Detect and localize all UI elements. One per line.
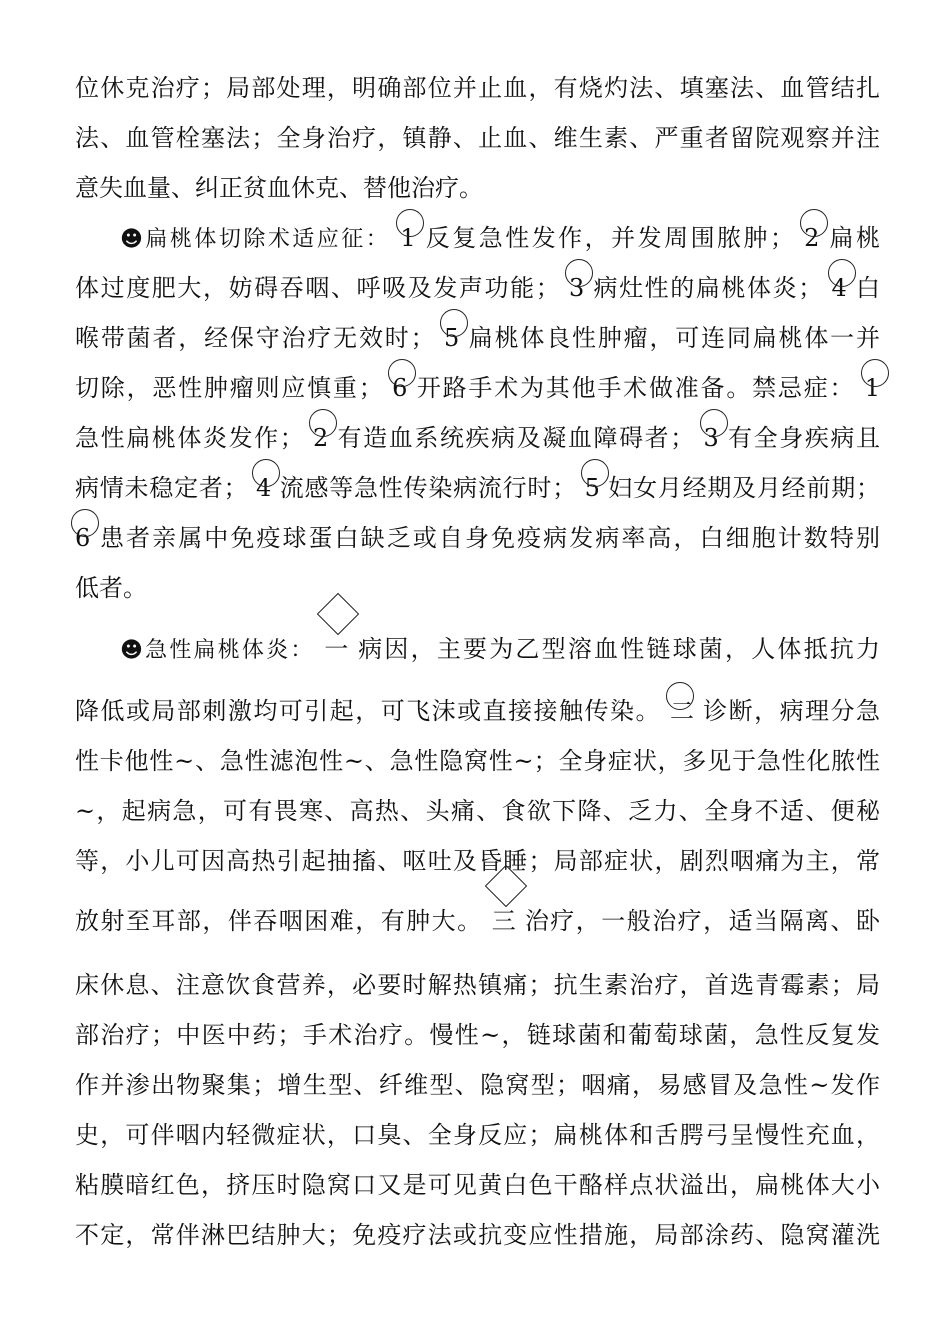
- text-run: 白: [856, 274, 881, 302]
- circled-number-marker: 5: [585, 468, 600, 508]
- text-line: [75, 418, 880, 458]
- text-line: [75, 268, 880, 308]
- text-line: 等，小儿可因高热引起抽搐、呕吐及昏睡；局部症状，剧烈咽痛为主，常: [75, 847, 880, 875]
- text-run: 治疗，一般治疗，适当隔离、卧: [524, 907, 880, 935]
- text-run: 病因，主要为乙型溶血性链球菌，人体抵抗力: [358, 635, 881, 663]
- circled-number-marker: 6: [392, 368, 407, 408]
- text-run: 有全身疾病且: [728, 424, 881, 452]
- text-line: [120, 629, 880, 669]
- text-run: 降低或局部刺激均可引起，可飞沫或直接接触传染。: [75, 697, 661, 725]
- text-line: 作并渗出物聚集；增生型、纤维型、隐窝型；咽痛，易感冒及急性~发作: [75, 1071, 880, 1099]
- text-run: 患者亲属中免疫球蛋白缺乏或自身免疫病发病率高，白细胞计数特别: [99, 524, 880, 552]
- text-line: 位休克治疗；局部处理，明确部位并止血，有烧灼法、填塞法、血管结扎: [75, 74, 880, 102]
- text-run: 病情未稳定者；: [75, 474, 248, 502]
- text-line: 性卡他性~、急性滤泡性~、急性隐窝性~；全身症状，多见于急性化脓性: [75, 747, 880, 775]
- text-line: 部治疗；中医中药；手术治疗。慢性~，链球菌和葡萄球菌，急性反复发: [75, 1021, 880, 1049]
- bullet-text: ☻急性扁桃体炎：: [120, 638, 315, 663]
- text-line: [120, 218, 880, 258]
- circled-number-marker: 4: [832, 268, 847, 308]
- circled-number-marker: 2: [804, 218, 819, 258]
- text-run: 扁桃体良性肿瘤，可连同扁桃体一并: [468, 324, 880, 352]
- text-run: 诊断，病理分急: [703, 697, 880, 725]
- text-line: 床休息、注意饮食营养，必要时解热镇痛；抗生素治疗，首选青霉素；局: [75, 971, 880, 999]
- text-run: 反复急性发作，并发周围脓肿；: [425, 224, 795, 252]
- circled-number-marker: 5: [444, 318, 459, 358]
- circled-number-marker: 3: [704, 418, 719, 458]
- text-line: 不定，常伴淋巴结肿大；免疫疗法或抗变应性措施，局部涂药、隐窝灌洗: [75, 1221, 880, 1249]
- text-line: [75, 318, 880, 358]
- text-run: 切除，恶性肿瘤则应慎重；: [75, 374, 383, 402]
- text-line: 史，可伴咽内轻微症状，口臭、全身反应；扁桃体和舌腭弓呈慢性充血，: [75, 1121, 880, 1149]
- text-line: 粘膜暗红色，挤压时隐窝口又是可见黄白色干酪样点状溢出，扁桃体大小: [75, 1171, 880, 1199]
- text-line: ~，起病急，可有畏寒、高热、头痛、食欲下降、乏力、全身不适、便秘: [75, 797, 880, 825]
- text-run: 病灶性的扁桃体炎；: [593, 274, 823, 302]
- diamond-number-marker: 一: [324, 629, 348, 669]
- text-run: 流感等急性传染病流行时；: [279, 474, 577, 502]
- text-line: [75, 518, 880, 558]
- text-run: 扁桃: [829, 224, 881, 252]
- circled-number-marker: 6: [75, 518, 90, 558]
- text-line: 法、血管栓塞法；全身治疗，镇静、止血、维生素、严重者留院观察并注: [75, 124, 880, 152]
- circled-number-marker: 1: [400, 218, 415, 258]
- text-line: [75, 368, 880, 408]
- bullet-text: ☻扁桃体切除术适应征：: [120, 227, 391, 252]
- text-run: 喉带菌者，经保守治疗无效时；: [75, 324, 435, 352]
- text-run: 开路手术为其他手术做准备。禁忌症：: [416, 374, 856, 402]
- text-run: 体过度肥大，妨碍吞咽、呼吸及发声功能；: [75, 274, 560, 302]
- text-line: [75, 468, 880, 508]
- text-run: 放射至耳部，伴吞咽困难，有肿大。: [75, 907, 483, 935]
- text-run: 急性扁桃体炎发作；: [75, 424, 304, 452]
- circled-number-marker: 3: [569, 268, 584, 308]
- text-line: 意失血量、纠正贫血休克、替他治疗。: [75, 174, 483, 202]
- circled-number-marker: 1: [865, 368, 880, 408]
- diamond-number-marker: 三: [492, 901, 516, 941]
- text-line: 低者。: [75, 574, 147, 602]
- circled-number-marker: 2: [313, 418, 328, 458]
- text-line: [75, 901, 880, 941]
- text-run: 妇女月经期及月经前期；: [608, 474, 880, 502]
- text-line: [75, 691, 880, 731]
- circled-number-marker: 4: [256, 468, 271, 508]
- text-run: 有造血系统疾病及凝血障碍者；: [337, 424, 695, 452]
- circled-number-marker: 二: [670, 691, 694, 731]
